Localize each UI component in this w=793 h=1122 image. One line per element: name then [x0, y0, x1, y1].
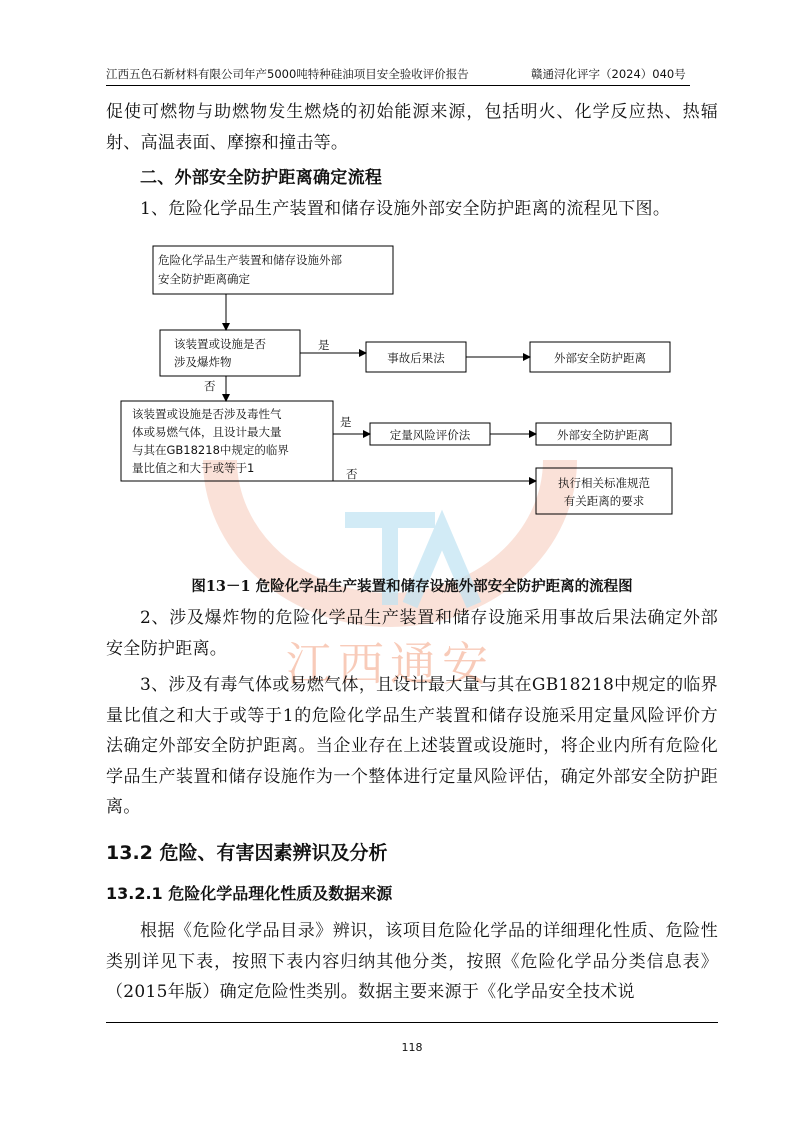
page-number: 118 [401, 1041, 423, 1054]
flow-standards-line2: 有关距离的要求 [563, 494, 645, 508]
watermark-text: 江西通安 [286, 637, 494, 691]
flow-label-yes-2: 是 [340, 415, 352, 429]
flow-standards-line1: 执行相关标准规范 [558, 476, 650, 490]
section-heading-2: 二、外部安全防护距离确定流程 [140, 168, 383, 188]
header-report-number: 赣通浔化评字（2024）040号 [531, 67, 686, 81]
flow-start-line1: 危险化学品生产装置和储存设施外部 [158, 253, 342, 267]
flow-accident-label: 事故后果法 [387, 351, 445, 365]
flow-q1-line2: 涉及爆炸物 [174, 355, 232, 369]
paragraph-toxic-method: 3、涉及有毒气体或易燃气体，且设计最大量与其在GB18218中规定的临界量比值之和大于或等于1的危险化学品生产装置和储存设施采用定量风险评价方法确定外部安全防护距离。当企业存在上述装置或设施时，将企业内所有危险化学品生产装置和储存设施作为一个整体进行定量风险评估，确定外部安全防护距离。 [106, 675, 718, 817]
flow-qra-label: 定量风险评价法 [389, 428, 471, 442]
paragraph-flow-intro: 1、危险化学品生产装置和储存设施外部安全防护距离的流程见下图。 [140, 199, 671, 219]
flow-q2-line1: 该装置或设施是否涉及毒性气 [132, 407, 282, 421]
header-rule [106, 85, 690, 86]
flow-q2-line3: 与其在GB18218中规定的临界 [132, 443, 289, 457]
header-report-title: 江西五色石新材料有限公司年产5000吨特种硅油项目安全验收评价报告 [106, 67, 469, 81]
flow-q2-line4: 量比值之和大于或等于1 [132, 461, 255, 475]
flow-start-line2: 安全防护距离确定 [158, 272, 250, 286]
flow-label-yes-1: 是 [318, 338, 330, 352]
figure-caption: 图13－1 危险化学品生产装置和储存设施外部安全防护距离的流程图 [191, 578, 633, 595]
paragraph-ignition-sources: 促使可燃物与助燃物发生燃烧的初始能源来源，包括明火、化学反应热、热辐射、高温表面、摩擦和撞击等。 [106, 102, 718, 153]
flow-label-no-1: 否 [204, 379, 216, 393]
flow-q1-line1: 该装置或设施是否 [174, 337, 266, 351]
paragraph-explosive-method: 2、涉及爆炸物的危险化学品生产装置和储存设施采用事故后果法确定外部安全防护距离。 [106, 608, 718, 659]
flow-result2-label: 外部安全防护距离 [557, 428, 649, 442]
flow-q2-line2: 体或易燃气体，且设计最大量 [132, 425, 282, 439]
heading-13-2: 13.2 危险、有害因素辨识及分析 [106, 842, 388, 864]
flow-label-no-2: 否 [346, 467, 358, 481]
flow-result1-label: 外部安全防护距离 [554, 351, 646, 365]
footer-rule [106, 1022, 718, 1023]
heading-13-2-1: 13.2.1 危险化学品理化性质及数据来源 [106, 884, 393, 903]
paragraph-data-source: 根据《危险化学品目录》辨识，该项目危险化学品的详细理化性质、危险性类别详见下表，按照下表内容归纳其他分类，按照《危险化学品分类信息表》（2015年版）确定危险性类别。数据主要来源于《化学品安全技术说 [106, 921, 718, 1002]
flowchart [118, 238, 698, 568]
